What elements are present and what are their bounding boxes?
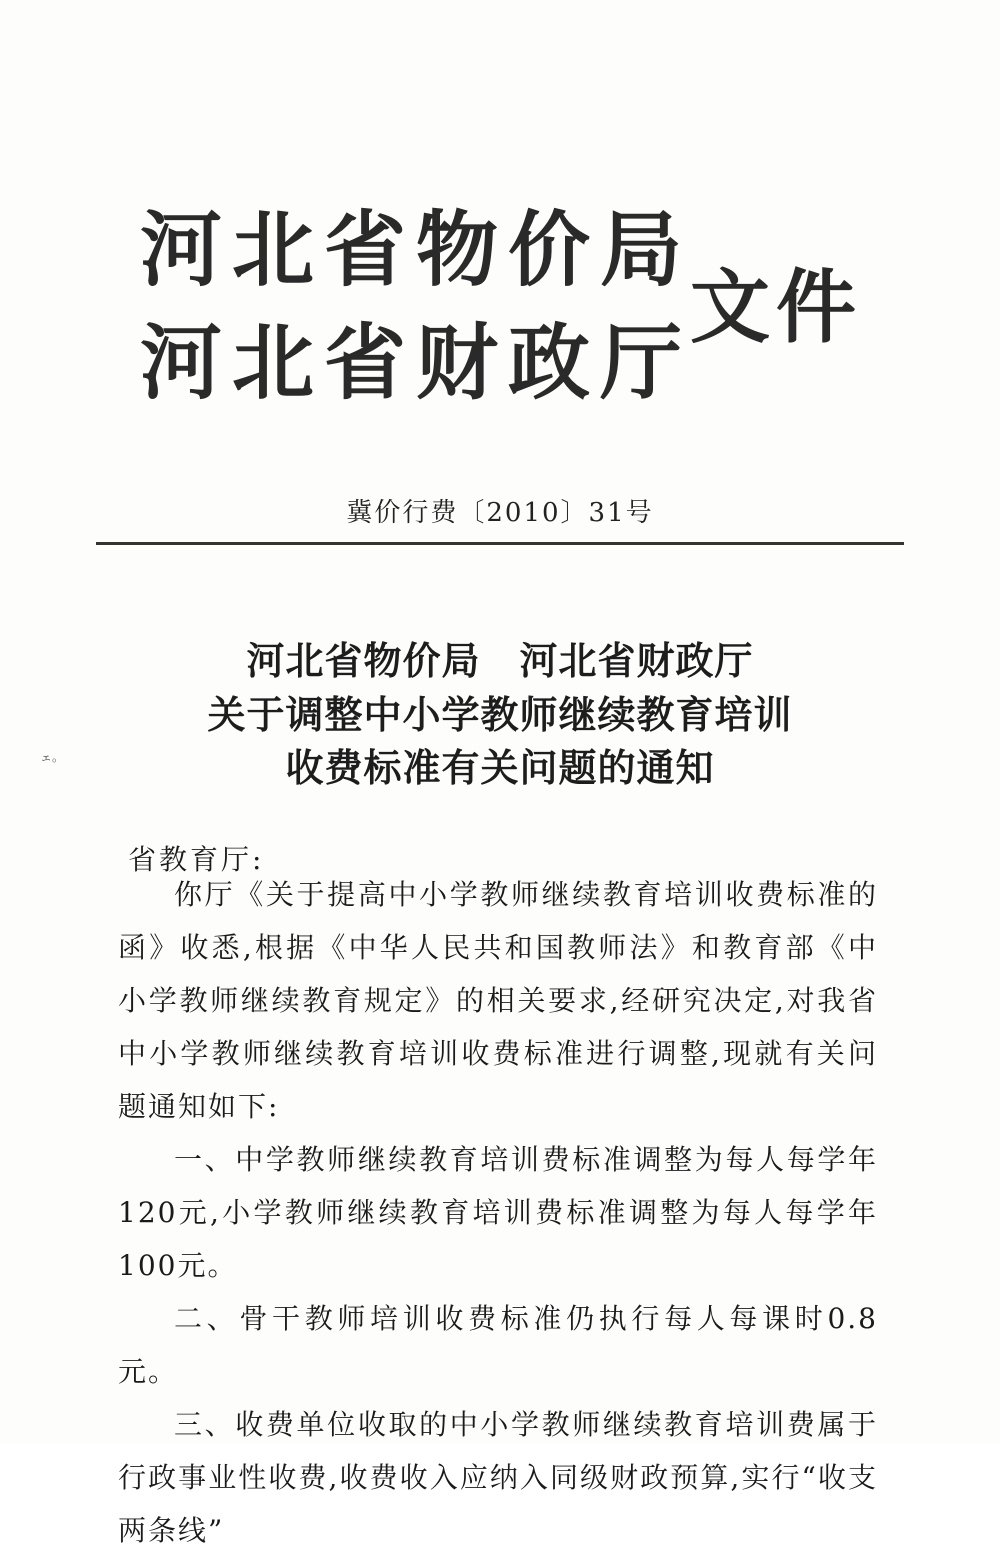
salutation: 省教育厅: — [128, 843, 265, 876]
notice-body — [118, 868, 878, 1557]
document-type-label: 文件 — [690, 260, 862, 354]
issuer-finance-department: 河北省财政厅 — [140, 315, 693, 411]
body-paragraph: 二、骨干教师培训收费标准仍执行每人每课时0.8元。 — [118, 1302, 878, 1388]
notice-title-line-2: 关于调整中小学教师继续教育培训 — [207, 693, 793, 737]
body-paragraph: 三、收费单位收取的中小学教师继续教育培训费属于行政事业性收费,收费收入应纳入同级财政预算,实行“收支两条线” — [118, 1408, 878, 1547]
body-paragraph: 你厅《关于提高中小学教师继续教育培训收费标准的函》收悉,根据《中华人民共和国教师法》和教育部《中小学教师继续教育规定》的相关要求,经研究决定,对我省中小学教师继续教育培训收费标准进行调整,现就有关问题通知如下: — [118, 878, 878, 1123]
margin-mark: ェ。 — [40, 750, 65, 764]
notice-title-line-3: 收费标准有关问题的通知 — [285, 746, 715, 790]
notice-title-line-1: 河北省物价局 河北省财政厅 — [246, 639, 754, 683]
body-paragraph: 一、中学教师继续教育培训费标准调整为每人每学年120元,小学教师继续教育培训费标准调整为每人每学年100元。 — [118, 1143, 878, 1282]
header-divider — [96, 542, 904, 545]
issuer-price-bureau: 河北省物价局 — [140, 202, 693, 298]
document-number: 冀价行费〔2010〕31号 — [346, 498, 654, 528]
